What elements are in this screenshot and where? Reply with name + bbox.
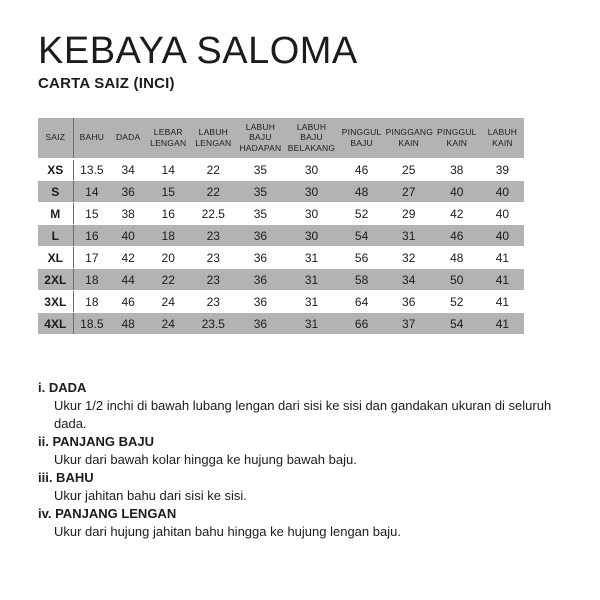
cell-2xl-pinggang-kain: 34 (385, 269, 433, 291)
table-row-2xl (38, 269, 524, 291)
size-cell-xs: XS (38, 159, 73, 181)
cell-m-pinggang-kain: 29 (385, 203, 433, 225)
cell-3xl-pinggul-baju: 64 (339, 291, 385, 313)
column-header-dada: DADA (110, 118, 146, 159)
cell-2xl-pinggul-baju: 58 (339, 269, 385, 291)
cell-s-labuh-baju-belakang: 30 (284, 181, 338, 203)
size-chart-table-body (38, 159, 524, 335)
cell-s-pinggul-baju: 48 (339, 181, 385, 203)
cell-2xl-labuh-kain: 41 (481, 269, 524, 291)
cell-3xl-pinggang-kain: 36 (385, 291, 433, 313)
cell-3xl-bahu: 18 (73, 291, 110, 313)
cell-4xl-dada: 48 (110, 313, 146, 335)
cell-4xl-pinggul-baju: 66 (339, 313, 385, 335)
size-cell-3xl: 3XL (38, 291, 73, 313)
cell-2xl-lebar-lengan: 22 (146, 269, 190, 291)
column-header-pinggul-kain: PINGGUL KAIN (433, 118, 481, 159)
cell-m-labuh-baju-belakang: 30 (284, 203, 338, 225)
size-cell-m: M (38, 203, 73, 225)
cell-l-labuh-baju-hadapan: 36 (236, 225, 284, 247)
size-chart-table-header (38, 118, 524, 159)
table-row-4xl (38, 313, 524, 335)
note-text-dada: Ukur 1/2 inchi di bawah lubang lengan dari sisi ke sisi dan gandakan ukuran di seluruh dada. (54, 397, 552, 431)
cell-xl-labuh-baju-hadapan: 36 (236, 247, 284, 269)
cell-l-pinggul-kain: 46 (433, 225, 481, 247)
cell-m-dada: 38 (110, 203, 146, 225)
column-header-labuh-kain: LABUH KAIN (481, 118, 524, 159)
cell-l-labuh-lengan: 23 (190, 225, 236, 247)
cell-2xl-labuh-baju-belakang: 31 (284, 269, 338, 291)
size-cell-s: S (38, 181, 73, 203)
column-header-labuh-baju-hadapan: LABUH BAJU HADAPAN (236, 118, 284, 159)
note-label-bahu: iii. BAHU (38, 469, 94, 485)
cell-4xl-labuh-lengan: 23.5 (190, 313, 236, 335)
cell-3xl-lebar-lengan: 24 (146, 291, 190, 313)
cell-m-pinggul-baju: 52 (339, 203, 385, 225)
note-text-panjang-baju: Ukur dari bawah kolar hingga ke hujung bawah baju. (54, 451, 357, 467)
header-row (38, 118, 524, 159)
cell-xl-bahu: 17 (73, 247, 110, 269)
cell-xs-bahu: 13.5 (73, 159, 110, 181)
cell-3xl-dada: 46 (110, 291, 146, 313)
note-label-dada: i. DADA (38, 380, 87, 396)
page-title: KEBAYA SALOMA (38, 30, 358, 72)
cell-l-bahu: 16 (73, 225, 110, 247)
cell-xs-labuh-kain: 39 (481, 159, 524, 181)
cell-4xl-labuh-baju-belakang: 31 (284, 313, 338, 335)
column-header-labuh-baju-belakang: LABUH BAJU BELAKANG (284, 118, 338, 159)
note-text-bahu: Ukur jahitan bahu dari sisi ke sisi. (54, 487, 247, 503)
cell-s-pinggul-kain: 40 (433, 181, 481, 203)
cell-xs-pinggul-baju: 46 (339, 159, 385, 181)
cell-2xl-labuh-baju-hadapan: 36 (236, 269, 284, 291)
cell-3xl-labuh-lengan: 23 (190, 291, 236, 313)
table-row-l (38, 225, 524, 247)
cell-s-pinggang-kain: 27 (385, 181, 433, 203)
column-header-lebar-lengan: LEBAR LENGAN (146, 118, 190, 159)
cell-xs-pinggang-kain: 25 (385, 159, 433, 181)
note-label-panjang-lengan: iv. PANJANG LENGAN (38, 505, 177, 521)
measurement-notes (38, 379, 572, 540)
size-cell-l: L (38, 225, 73, 247)
cell-4xl-bahu: 18.5 (73, 313, 110, 335)
cell-s-lebar-lengan: 15 (146, 181, 190, 203)
column-header-labuh-lengan: LABUH LENGAN (190, 118, 236, 159)
cell-3xl-labuh-baju-belakang: 31 (284, 291, 338, 313)
cell-2xl-pinggul-kain: 50 (433, 269, 481, 291)
cell-3xl-pinggul-kain: 52 (433, 291, 481, 313)
cell-m-labuh-kain: 40 (481, 203, 524, 225)
cell-3xl-labuh-baju-hadapan: 36 (236, 291, 284, 313)
cell-m-pinggul-kain: 42 (433, 203, 481, 225)
cell-xs-pinggul-kain: 38 (433, 159, 481, 181)
cell-2xl-bahu: 18 (73, 269, 110, 291)
cell-l-pinggul-baju: 54 (339, 225, 385, 247)
note-text-panjang-lengan: Ukur dari hujung jahitan bahu hingga ke hujung lengan baju. (54, 523, 401, 539)
cell-4xl-pinggang-kain: 37 (385, 313, 433, 335)
cell-l-dada: 40 (110, 225, 146, 247)
table-row-m (38, 203, 524, 225)
cell-xl-lebar-lengan: 20 (146, 247, 190, 269)
cell-xs-labuh-lengan: 22 (190, 159, 236, 181)
column-header-saiz: SAIZ (38, 118, 73, 159)
cell-xs-labuh-baju-belakang: 30 (284, 159, 338, 181)
cell-xs-labuh-baju-hadapan: 35 (236, 159, 284, 181)
cell-s-bahu: 14 (73, 181, 110, 203)
cell-l-labuh-baju-belakang: 30 (284, 225, 338, 247)
column-header-bahu: BAHU (73, 118, 110, 159)
cell-m-bahu: 15 (73, 203, 110, 225)
cell-xl-labuh-baju-belakang: 31 (284, 247, 338, 269)
cell-xs-lebar-lengan: 14 (146, 159, 190, 181)
cell-xl-labuh-lengan: 23 (190, 247, 236, 269)
size-cell-2xl: 2XL (38, 269, 73, 291)
cell-4xl-labuh-kain: 41 (481, 313, 524, 335)
cell-4xl-lebar-lengan: 24 (146, 313, 190, 335)
cell-l-labuh-kain: 40 (481, 225, 524, 247)
cell-2xl-dada: 44 (110, 269, 146, 291)
cell-s-labuh-baju-hadapan: 35 (236, 181, 284, 203)
cell-xl-pinggul-baju: 56 (339, 247, 385, 269)
cell-m-lebar-lengan: 16 (146, 203, 190, 225)
cell-4xl-labuh-baju-hadapan: 36 (236, 313, 284, 335)
cell-3xl-labuh-kain: 41 (481, 291, 524, 313)
cell-2xl-labuh-lengan: 23 (190, 269, 236, 291)
cell-s-dada: 36 (110, 181, 146, 203)
page-subtitle: CARTA SAIZ (INCI) (38, 74, 175, 92)
column-header-pinggang-kain: PINGGANG KAIN (385, 118, 433, 159)
table-row-xs (38, 159, 524, 181)
size-cell-xl: XL (38, 247, 73, 269)
cell-s-labuh-kain: 40 (481, 181, 524, 203)
column-header-pinggul-baju: PINGGUL BAJU (339, 118, 385, 159)
size-cell-4xl: 4XL (38, 313, 73, 335)
cell-xl-pinggul-kain: 48 (433, 247, 481, 269)
cell-m-labuh-baju-hadapan: 35 (236, 203, 284, 225)
cell-xl-labuh-kain: 41 (481, 247, 524, 269)
cell-l-lebar-lengan: 18 (146, 225, 190, 247)
size-chart-table (38, 118, 524, 336)
cell-xl-pinggang-kain: 32 (385, 247, 433, 269)
cell-s-labuh-lengan: 22 (190, 181, 236, 203)
table-row-s (38, 181, 524, 203)
cell-4xl-pinggul-kain: 54 (433, 313, 481, 335)
table-row-3xl (38, 291, 524, 313)
note-label-panjang-baju: ii. PANJANG BAJU (38, 433, 155, 449)
cell-l-pinggang-kain: 31 (385, 225, 433, 247)
table-row-xl (38, 247, 524, 269)
cell-m-labuh-lengan: 22.5 (190, 203, 236, 225)
cell-xs-dada: 34 (110, 159, 146, 181)
cell-xl-dada: 42 (110, 247, 146, 269)
